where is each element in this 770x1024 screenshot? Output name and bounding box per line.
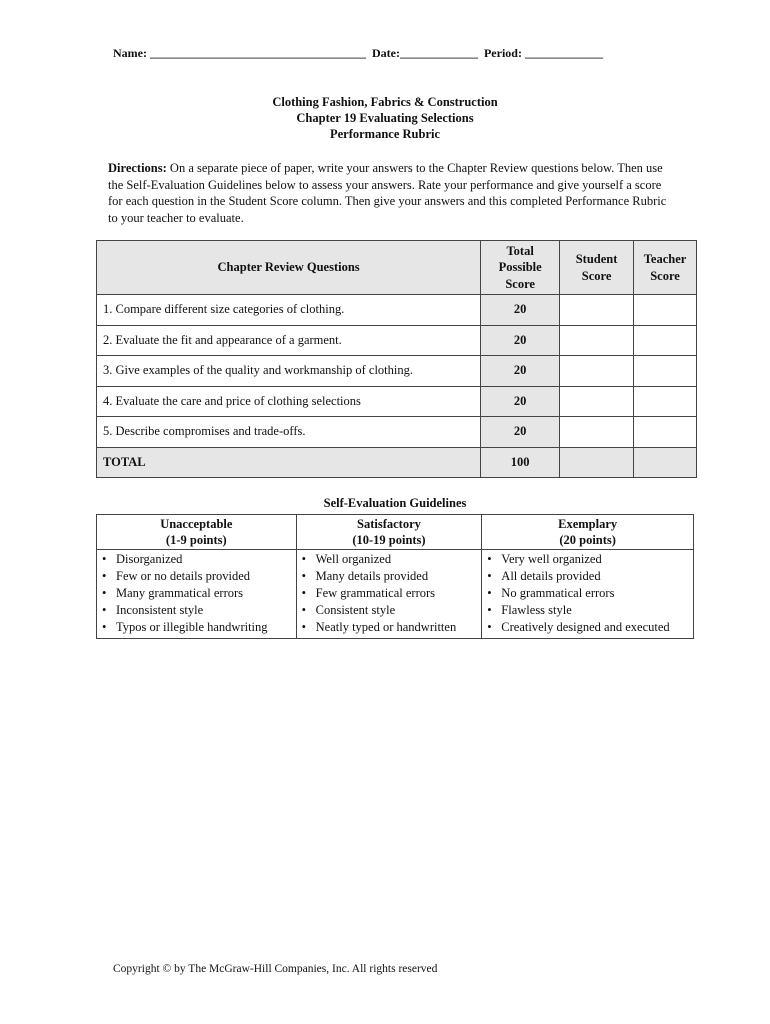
list-item [484,602,691,619]
bullet-icon: • [301,569,307,583]
period-label: Period: [483,46,522,60]
bullet-icon: • [487,552,492,566]
exemplary-criteria [482,550,694,639]
total-header-line3: Score [505,276,535,291]
table-row [97,295,697,326]
bullet-icon: • [301,620,307,634]
criterion-text: Disorganized [116,552,183,566]
chapter-review-table [96,240,697,478]
criterion-text: Neatly typed or handwritten [315,620,457,634]
guidelines-body-row [97,550,694,639]
criterion-text: Creatively designed and executed [501,620,670,634]
unacceptable-header [97,515,297,550]
student-score-cell[interactable] [560,417,634,448]
level-range: (1-9 points) [165,533,227,547]
bullet-icon: • [301,552,307,566]
list-item [299,602,480,619]
teacher-score-cell[interactable] [634,295,697,326]
total-label-cell: TOTAL [97,447,481,478]
chapter-title: Chapter 19 Evaluating Selections [296,111,474,125]
criterion-text: Inconsistent style [116,603,204,617]
teacher-score-column-header [634,241,697,295]
student-header-line1: Student [575,252,618,266]
question-cell: 2. Evaluate the fit and appearance of a garment. [97,325,481,356]
total-header-line1: Total [506,243,534,258]
bullet-icon: • [102,603,107,617]
teacher-score-cell[interactable] [634,325,697,356]
list-item [299,568,480,585]
question-cell: 3. Give examples of the quality and workmanship of clothing. [97,356,481,387]
teacher-header-line1: Teacher [643,252,687,266]
list-item [99,568,294,585]
date-line: _____________ [399,46,478,60]
criterion-text: Well organized [315,552,392,566]
student-score-cell[interactable] [560,295,634,326]
question-cell: 5. Describe compromises and trade-offs. [97,417,481,448]
bullet-icon: • [487,603,492,617]
criterion-text: Few or no details provided [116,569,251,583]
name-line: ____________________________________ [149,46,366,60]
criterion-text: Many details provided [315,569,429,583]
directions-text: On a separate piece of paper, write your answers to the Chapter Review questions below. Then use the Self-Evaluation Guidelines below to assess your answers. Rate your performance and give yourself a score for each question in the Student Score column. Then give your answers and this completed Performance Rubric to your teacher to evaluate. [108,161,667,225]
table-row [97,356,697,387]
list-item [99,619,294,636]
copyright-notice: Copyright © by The McGraw-Hill Companies, Inc. All rights reserved [113,963,438,975]
level-range: (10-19 points) [352,533,426,547]
points-cell: 20 [481,356,560,387]
list-item [299,619,480,636]
total-points-cell: 100 [481,447,560,478]
question-cell: 4. Evaluate the care and price of clothing selections [97,386,481,417]
points-cell: 20 [481,386,560,417]
bullet-icon: • [487,569,492,583]
list-item [299,585,480,602]
criterion-text: Few grammatical errors [315,586,436,600]
table-row [97,386,697,417]
criterion-text: Many grammatical errors [116,586,244,600]
table-row [97,417,697,448]
teacher-total-cell[interactable] [634,447,697,478]
level-name: Satisfactory [357,517,421,531]
unacceptable-criteria [97,550,297,639]
course-title: Clothing Fashion, Fabrics & Construction [272,95,498,109]
table-row [97,325,697,356]
level-range: (20 points) [559,533,616,547]
student-score-cell[interactable] [560,325,634,356]
bullet-icon: • [301,586,307,600]
list-item [484,568,691,585]
points-cell: 20 [481,295,560,326]
date-label: Date: [371,46,400,60]
bullet-icon: • [102,552,107,566]
directions-label: Directions: [108,161,167,175]
criterion-text: No grammatical errors [501,586,615,600]
list-item [99,585,294,602]
bullet-icon: • [487,620,492,634]
bullet-icon: • [102,620,107,634]
total-row [97,447,697,478]
name-label: Name: [113,46,147,60]
list-item [484,585,691,602]
student-total-cell[interactable] [560,447,634,478]
header-fields [113,46,603,61]
criterion-text: All details provided [501,569,601,583]
student-score-column-header [560,241,634,295]
bullet-icon: • [487,586,492,600]
total-score-column-header [481,241,560,295]
level-name: Unacceptable [160,517,233,531]
question-column-header: Chapter Review Questions [97,241,481,295]
satisfactory-header [296,515,482,550]
question-cell: 1. Compare different size categories of clothing. [97,295,481,326]
bullet-icon: • [102,586,107,600]
directions-paragraph [108,160,668,226]
list-item [484,619,691,636]
points-cell: 20 [481,417,560,448]
document-titles [0,94,770,142]
list-item [99,602,294,619]
student-score-cell[interactable] [560,356,634,387]
guidelines-title: Self-Evaluation Guidelines [323,496,467,510]
self-evaluation-table [96,514,694,639]
guidelines-header-row [97,515,694,550]
criterion-text: Typos or illegible handwriting [116,620,268,634]
teacher-score-cell[interactable] [634,356,697,387]
period-line: _____________ [524,46,603,60]
exemplary-header [482,515,694,550]
level-name: Exemplary [558,517,618,531]
teacher-header-line2: Score [650,268,680,283]
list-item [484,551,691,568]
total-header-line2: Possible [498,260,542,275]
bullet-icon: • [301,603,307,617]
review-table-header [97,241,697,295]
criterion-text: Very well organized [501,552,602,566]
satisfactory-criteria [296,550,482,639]
bullet-icon: • [102,569,107,583]
list-item [299,551,480,568]
criterion-text: Flawless style [501,603,572,617]
student-score-cell[interactable] [560,386,634,417]
teacher-score-cell[interactable] [634,386,697,417]
student-header-line2: Score [581,268,612,283]
points-cell: 20 [481,325,560,356]
list-item [99,551,294,568]
teacher-score-cell[interactable] [634,417,697,448]
criterion-text: Consistent style [315,603,396,617]
rubric-title: Performance Rubric [329,127,441,141]
